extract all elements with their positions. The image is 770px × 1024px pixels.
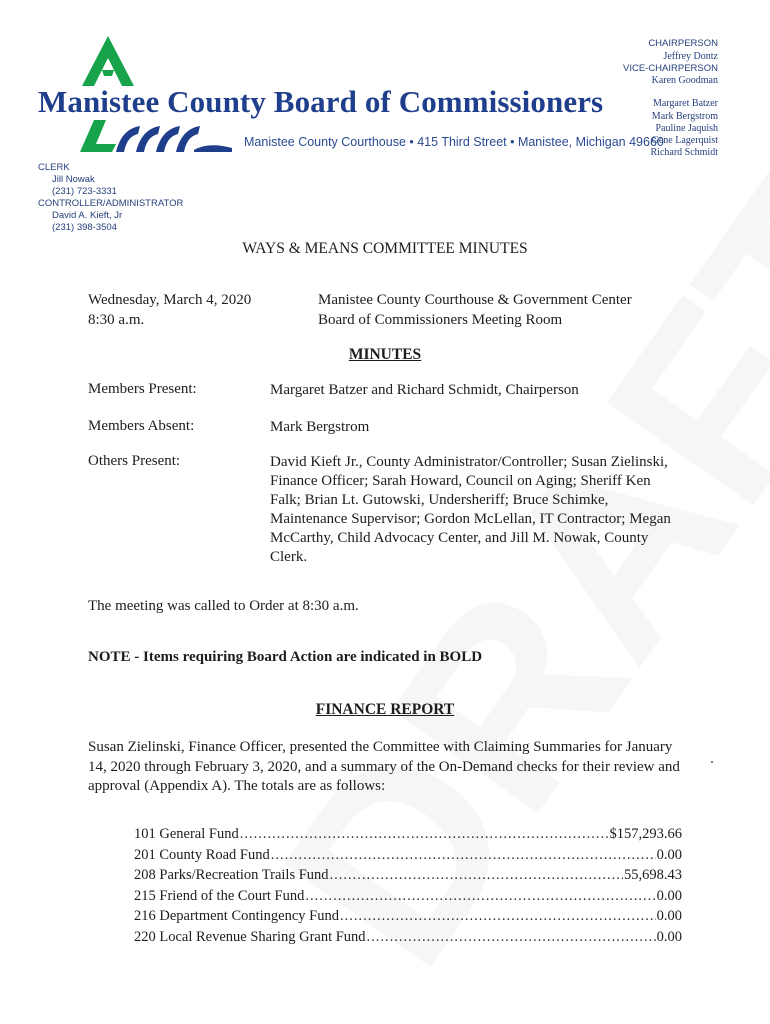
fund-name: 201 County Road Fund (134, 846, 270, 863)
finance-heading: FINANCE REPORT (315, 701, 455, 718)
list-item (134, 867, 682, 888)
finance-paragraph: Susan Zielinski, Finance Officer, presented the Committee with Claiming Summaries for January 14, 2020 through February 3, 2020, and a summary of the On-Demand checks for their review and approval (Appendix A). The totals are as follows: (88, 739, 680, 794)
location-line-1: Manistee County Courthouse & Government Center (318, 292, 632, 308)
list-item (134, 826, 682, 847)
commissioner-name: Mark Bergstrom (651, 110, 718, 122)
list-item (134, 929, 682, 950)
staff-contacts (38, 162, 183, 234)
members-absent: Mark Bergstrom (270, 419, 370, 435)
controller-phone: (231) 398-3504 (52, 222, 117, 233)
meeting-date: Wednesday, March 4, 2020 (88, 292, 252, 308)
minutes-heading-wrap (0, 346, 770, 364)
controller-name: David A. Kieft, Jr (52, 210, 123, 221)
meeting-date-time (88, 290, 251, 330)
vice-chair-title: VICE-CHAIRPERSON (622, 62, 718, 74)
clerk-title: CLERK (38, 162, 70, 173)
fund-amount: 0.00 (656, 928, 682, 945)
call-to-order: The meeting was called to Order at 8:30 a.m. (88, 598, 359, 614)
board-officers (623, 38, 718, 159)
county-logo-peak (82, 36, 134, 86)
members-present-label: Members Present: (88, 381, 197, 397)
document-title: WAYS & MEANS COMMITTEE MINUTES (242, 240, 528, 257)
commissioner-name: Gene Lagerquist (651, 135, 718, 147)
fund-name: 220 Local Revenue Sharing Grant Fund (134, 928, 366, 945)
fund-name: 216 Department Contingency Fund (134, 908, 339, 925)
location-line-2: Board of Commissioners Meeting Room (318, 312, 563, 328)
vice-chair-name: Karen Goodman (651, 75, 718, 87)
fund-name: 208 Parks/Recreation Trails Fund (134, 867, 329, 884)
meeting-location (318, 290, 632, 330)
chair-name: Jeffrey Dontz (663, 50, 718, 62)
others-present-label: Others Present: (88, 453, 181, 469)
fund-amount: 0.00 (656, 887, 682, 904)
finance-heading-wrap (0, 701, 770, 719)
list-item (134, 908, 682, 929)
county-logo-waves (76, 114, 234, 156)
minutes-heading: MINUTES (348, 346, 422, 363)
list-item (134, 888, 682, 909)
fund-name: 101 General Fund (134, 826, 239, 842)
fund-amount: 0.00 (656, 908, 682, 925)
commissioner-name: Pauline Jaquish (655, 122, 718, 134)
board-action-note: NOTE - Items requiring Board Action are indicated in BOLD (88, 649, 483, 665)
commissioner-name: Richard Schmidt (650, 147, 718, 159)
fund-amount: 0.00 (656, 846, 682, 863)
clerk-phone: (231) 723-3331 (52, 186, 117, 197)
fund-amount: $157,293.66 (609, 826, 682, 842)
meeting-time: 8:30 a.m. (88, 312, 145, 328)
board-title: Manistee County Board of Commissioners (38, 84, 604, 119)
others-present: David Kieft Jr., County Administrator/Controller; Susan Zielinski, Finance Officer; Sarah Howard, Council on Aging; Sheriff Ken Falk; Brian Lt. Gutowski, Undersheriff; Bruce Schimke, Maintenance Supervisor; Gordon McLellan, IT Contractor; Megan McCarthy, Child Advocacy Center, and Jill M. Nowak, County Clerk. (270, 454, 671, 565)
chair-title: CHAIRPERSON (648, 38, 718, 49)
list-item (134, 847, 682, 868)
controller-title: CONTROLLER/ADMINISTRATOR (38, 198, 184, 209)
fund-name: 215 Friend of the Court Fund (134, 887, 305, 904)
commissioner-name: Margaret Batzer (652, 98, 718, 110)
members-absent-label: Members Absent: (88, 418, 195, 434)
fund-amount: 55,698.43 (624, 867, 682, 884)
members-present: Margaret Batzer and Richard Schmidt, Chairperson (270, 382, 579, 398)
clerk-name: Jill Nowak (52, 174, 95, 185)
fund-totals-list (134, 826, 682, 950)
scan-speck (711, 761, 713, 763)
courthouse-address: Manistee County Courthouse • 415 Third Street • Manistee, Michigan 49660 (244, 135, 664, 149)
